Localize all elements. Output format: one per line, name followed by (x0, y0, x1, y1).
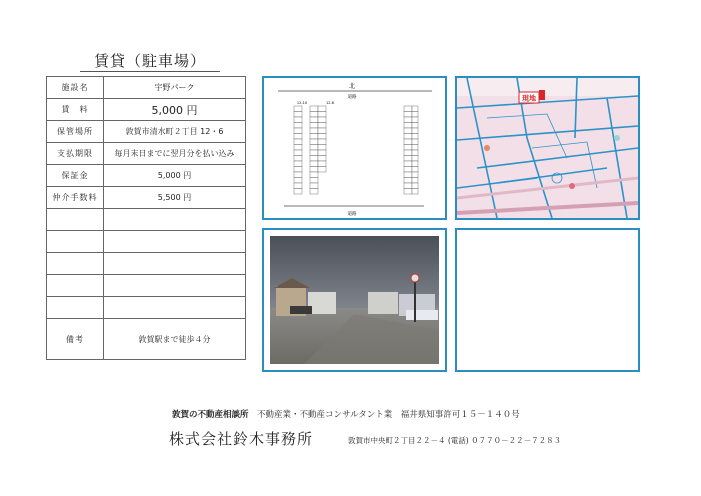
spec-row (47, 187, 246, 209)
parking-stall (318, 117, 326, 123)
spec-value (104, 297, 246, 319)
parking-stall (294, 117, 302, 123)
parking-stall (294, 161, 302, 167)
road-bottom-label: 道路 (347, 212, 357, 217)
parking-stall (404, 134, 412, 140)
spec-value (104, 231, 246, 253)
spec-value: 5,500 円 (104, 187, 246, 209)
spec-label: 賃 料 (47, 99, 104, 121)
parking-stall (404, 189, 412, 195)
parking-stall (294, 106, 302, 112)
spec-table (46, 76, 246, 360)
parking-stall (310, 117, 318, 123)
parking-stall (310, 145, 318, 151)
spec-row (47, 99, 246, 121)
parking-stall (318, 145, 326, 151)
footer-line (172, 408, 520, 420)
company-name: 株式会社鈴木事務所 (169, 430, 314, 448)
parking-stall (404, 145, 412, 151)
parking-stall (318, 156, 326, 162)
road-top-label: 道路 (347, 95, 357, 100)
parking-stall (404, 156, 412, 162)
parking-stall (310, 161, 318, 167)
parking-stall (294, 189, 302, 195)
parking-stall (404, 178, 412, 184)
parking-stall (310, 178, 318, 184)
spec-value: 宇野パーク (104, 77, 246, 99)
parking-stall (310, 106, 318, 112)
footer-brand: 敦賀の不動産相談所 (172, 410, 249, 420)
spec-value (104, 209, 246, 231)
empty-panel (455, 228, 640, 372)
spec-row (47, 253, 246, 275)
parking-stall (404, 150, 412, 156)
parking-stall (318, 161, 326, 167)
spec-label: 支払期限 (47, 143, 104, 165)
parking-stall (412, 161, 418, 167)
north-label: 北 (348, 83, 356, 90)
spec-label (47, 231, 104, 253)
spec-label: 仲介手数料 (47, 187, 104, 209)
parking-stall (412, 123, 418, 129)
spec-label: 保証金 (47, 165, 104, 187)
spec-label: 保管場所 (47, 121, 104, 143)
location-map (457, 78, 638, 218)
parking-stall (294, 156, 302, 162)
parking-stall (294, 139, 302, 145)
parking-stall (412, 128, 418, 134)
parking-stall (412, 139, 418, 145)
parking-stall (412, 156, 418, 162)
spec-label (47, 209, 104, 231)
lot-label-right: 12-6 (326, 101, 334, 105)
parking-stall (294, 112, 302, 118)
parking-stall (318, 134, 326, 140)
parking-stall (310, 167, 318, 173)
spec-row (47, 77, 246, 99)
parking-stall (404, 167, 412, 173)
parking-stall (404, 106, 412, 112)
spec-label: 施設名 (47, 77, 104, 99)
parking-stall (404, 123, 412, 129)
parking-stall (412, 178, 418, 184)
parking-stall (310, 128, 318, 134)
page-title: 賃貸（駐車場） (93, 52, 206, 70)
spec-row (47, 121, 246, 143)
parking-stall (404, 112, 412, 118)
parking-stall (310, 139, 318, 145)
location-map-panel (455, 76, 640, 220)
parking-stall (404, 139, 412, 145)
lot-label-left: 12-10 (296, 101, 308, 105)
spec-label (47, 275, 104, 297)
spec-row (47, 275, 246, 297)
spec-value: 敦賀市清水町２丁目 12・6 (104, 121, 246, 143)
site-photo (264, 230, 445, 370)
parking-stall (318, 139, 326, 145)
parking-stall (310, 189, 318, 195)
parking-stall (310, 134, 318, 140)
parking-stall (412, 145, 418, 151)
parking-stall (404, 117, 412, 123)
spec-row (47, 231, 246, 253)
parking-stall (412, 183, 418, 189)
parking-stall (294, 178, 302, 184)
spec-label: 備考 (47, 319, 104, 360)
spec-row (47, 209, 246, 231)
parking-stall (318, 167, 326, 173)
parking-stall (404, 172, 412, 178)
parking-stall (294, 134, 302, 140)
parking-stall (412, 189, 418, 195)
parking-stall (310, 112, 318, 118)
parking-stall (310, 183, 318, 189)
parking-stall (310, 172, 318, 178)
parking-stall (294, 128, 302, 134)
parking-stall (404, 128, 412, 134)
parking-stall (294, 167, 302, 173)
parking-stall (318, 106, 326, 112)
parking-stall (318, 128, 326, 134)
spec-row (47, 165, 246, 187)
company-contact: 敦賀市中央町２丁目２２－４ (電話) ０７７０－２２－７２８３ (348, 436, 562, 445)
parking-stall (310, 123, 318, 129)
parking-stall (412, 112, 418, 118)
spec-row (47, 297, 246, 319)
parking-stall (310, 156, 318, 162)
parking-stall (310, 150, 318, 156)
spec-value (104, 253, 246, 275)
parking-stall (318, 150, 326, 156)
site-label: 現地 (522, 94, 536, 103)
parking-layout-diagram (264, 78, 445, 218)
parking-stall (412, 134, 418, 140)
parking-stall (294, 150, 302, 156)
footer-license: 不動産業・不動産コンサルタント業 福井県知事許可１５－１４０号 (257, 410, 520, 420)
parking-stall (404, 161, 412, 167)
title-underline (80, 71, 220, 72)
site-marker (539, 90, 545, 100)
parking-stall (412, 117, 418, 123)
parking-stall (294, 183, 302, 189)
parking-layout-panel (262, 76, 447, 220)
parking-stall (318, 112, 326, 118)
parking-stalls (294, 106, 418, 194)
spec-value: 5,000 円 (104, 165, 246, 187)
site-photo-panel (262, 228, 447, 372)
parking-stall (294, 172, 302, 178)
spec-row (47, 143, 246, 165)
parking-stall (318, 123, 326, 129)
spec-value: 敦賀駅まで徒歩４分 (104, 319, 246, 360)
parking-stall (404, 183, 412, 189)
parking-stall (412, 150, 418, 156)
spec-value (104, 275, 246, 297)
spec-value: 毎月末日までに翌月分を払い込み (104, 143, 246, 165)
parking-stall (412, 106, 418, 112)
spec-label (47, 297, 104, 319)
spec-label (47, 253, 104, 275)
parking-stall (412, 167, 418, 173)
parking-stall (294, 145, 302, 151)
spec-value: 5,000 円 (104, 99, 246, 121)
parking-stall (294, 123, 302, 129)
parking-stall (412, 172, 418, 178)
spec-row (47, 319, 246, 360)
